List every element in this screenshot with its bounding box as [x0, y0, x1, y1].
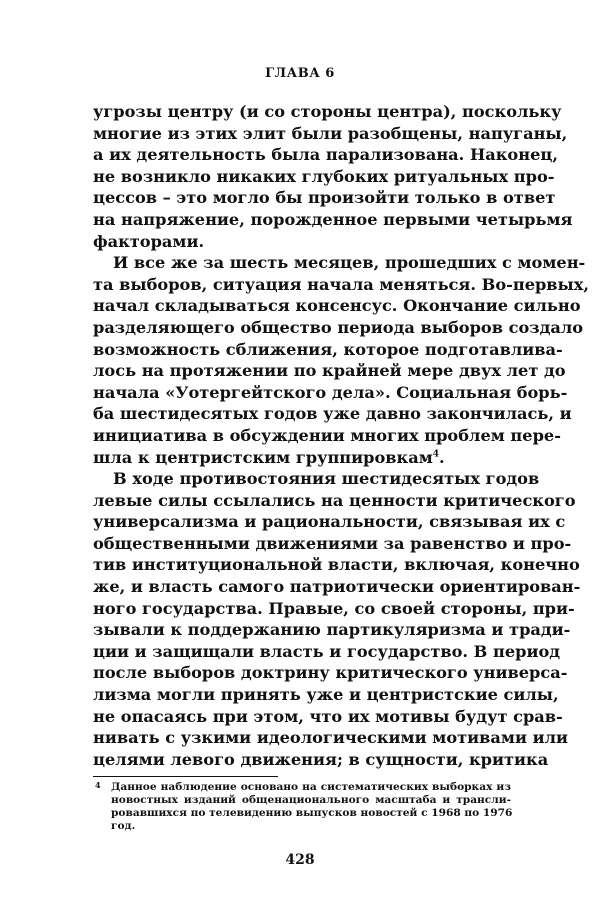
text-line: В ходе противостояния шестидесятых годов — [113, 469, 540, 489]
text-line: начал складываться консенсус. Окончание сильно — [93, 296, 581, 316]
text-line: универсализма и рациональности, связывая их с — [93, 512, 566, 532]
text-line: лизма могли принять уже и центристские силы, — [93, 685, 559, 705]
body-text — [93, 101, 590, 770]
text-line: целями левого движения; в сущности, критика — [93, 749, 549, 769]
text-line: начала «Уотергейтского дела». Социальная борь- — [93, 382, 568, 402]
running-header: ГЛАВА 6 — [265, 66, 335, 81]
text-line: не возникло никаких глубоких ритуальных про- — [93, 166, 555, 186]
text-line: угрозы центру (и со стороны центра), поскольку — [93, 102, 562, 121]
footnote — [93, 781, 511, 833]
text-line: ции и защищали власть и государство. В период — [93, 641, 561, 661]
text-line: общественными движениями за равенство и про- — [93, 533, 572, 553]
text-line: возможность сближения, которое подготавлива- — [93, 339, 563, 359]
text-line: нивать с узкими идеологическими мотивами или — [93, 728, 569, 748]
text-line: инициатива в обсуждении многих проблем пере- — [93, 425, 561, 445]
footnote-mark: 4 — [95, 780, 101, 790]
text-line: шла к центристским группировкам$^4$. — [93, 447, 445, 467]
text-line-content: шла к центристским группировкам — [93, 447, 433, 467]
paragraph-1 — [93, 101, 573, 252]
text-line: ба шестидесятых годов уже давно закончилась, и — [93, 404, 572, 424]
text-line: а их деятельность была парализована. Наконец, — [93, 145, 558, 165]
footnote-line: ровавшихся по телевидению выпусков новостей с 1968 по 1976 — [111, 807, 513, 819]
text-line: многие из этих элит были разобщены, напуганы, — [93, 123, 568, 143]
footnote-reference[interactable]: 4 — [432, 449, 440, 460]
footnote-divider — [93, 776, 278, 777]
page-number: 428 — [285, 852, 315, 868]
text-line: факторами. — [93, 231, 205, 251]
text-line: зывали к поддержанию партикуляризма и тради- — [93, 620, 571, 640]
text-line: цессов – это могло бы произойти только в ответ — [93, 188, 556, 208]
text-line: И все же за шесть месяцев, прошедших с момен- — [113, 253, 586, 273]
paragraph-2 — [93, 252, 590, 468]
text-line: не опасаясь при этом, что их мотивы будут срав- — [93, 706, 563, 726]
footnote-line: Данное наблюдение основано на систематических выборках из — [111, 781, 511, 793]
footnote-line: новостных изданий общенационального масштаба и трансли- — [111, 794, 511, 806]
text-line: лось на протяжении по крайней мере двух лет до — [93, 361, 566, 381]
footnote-line: год. — [111, 820, 136, 832]
text-line: левые силы ссылались на ценности критического — [93, 490, 576, 510]
text-line: на напряжение, порожденное первыми четырьмя — [93, 209, 573, 229]
text-line: после выборов доктрину критического универса- — [93, 663, 568, 683]
text-line: же, и власть самого патриотически ориентирован- — [93, 577, 581, 597]
paragraph-3 — [93, 468, 581, 770]
text-line: ного государства. Правые, со своей стороны, при- — [93, 598, 575, 618]
text-line: та выборов, ситуация начала меняться. Во-первых, — [93, 274, 590, 294]
text-line: разделяющего общество периода выборов создало — [93, 317, 584, 337]
text-line: тив институциональной власти, включая, конечно — [93, 555, 580, 575]
